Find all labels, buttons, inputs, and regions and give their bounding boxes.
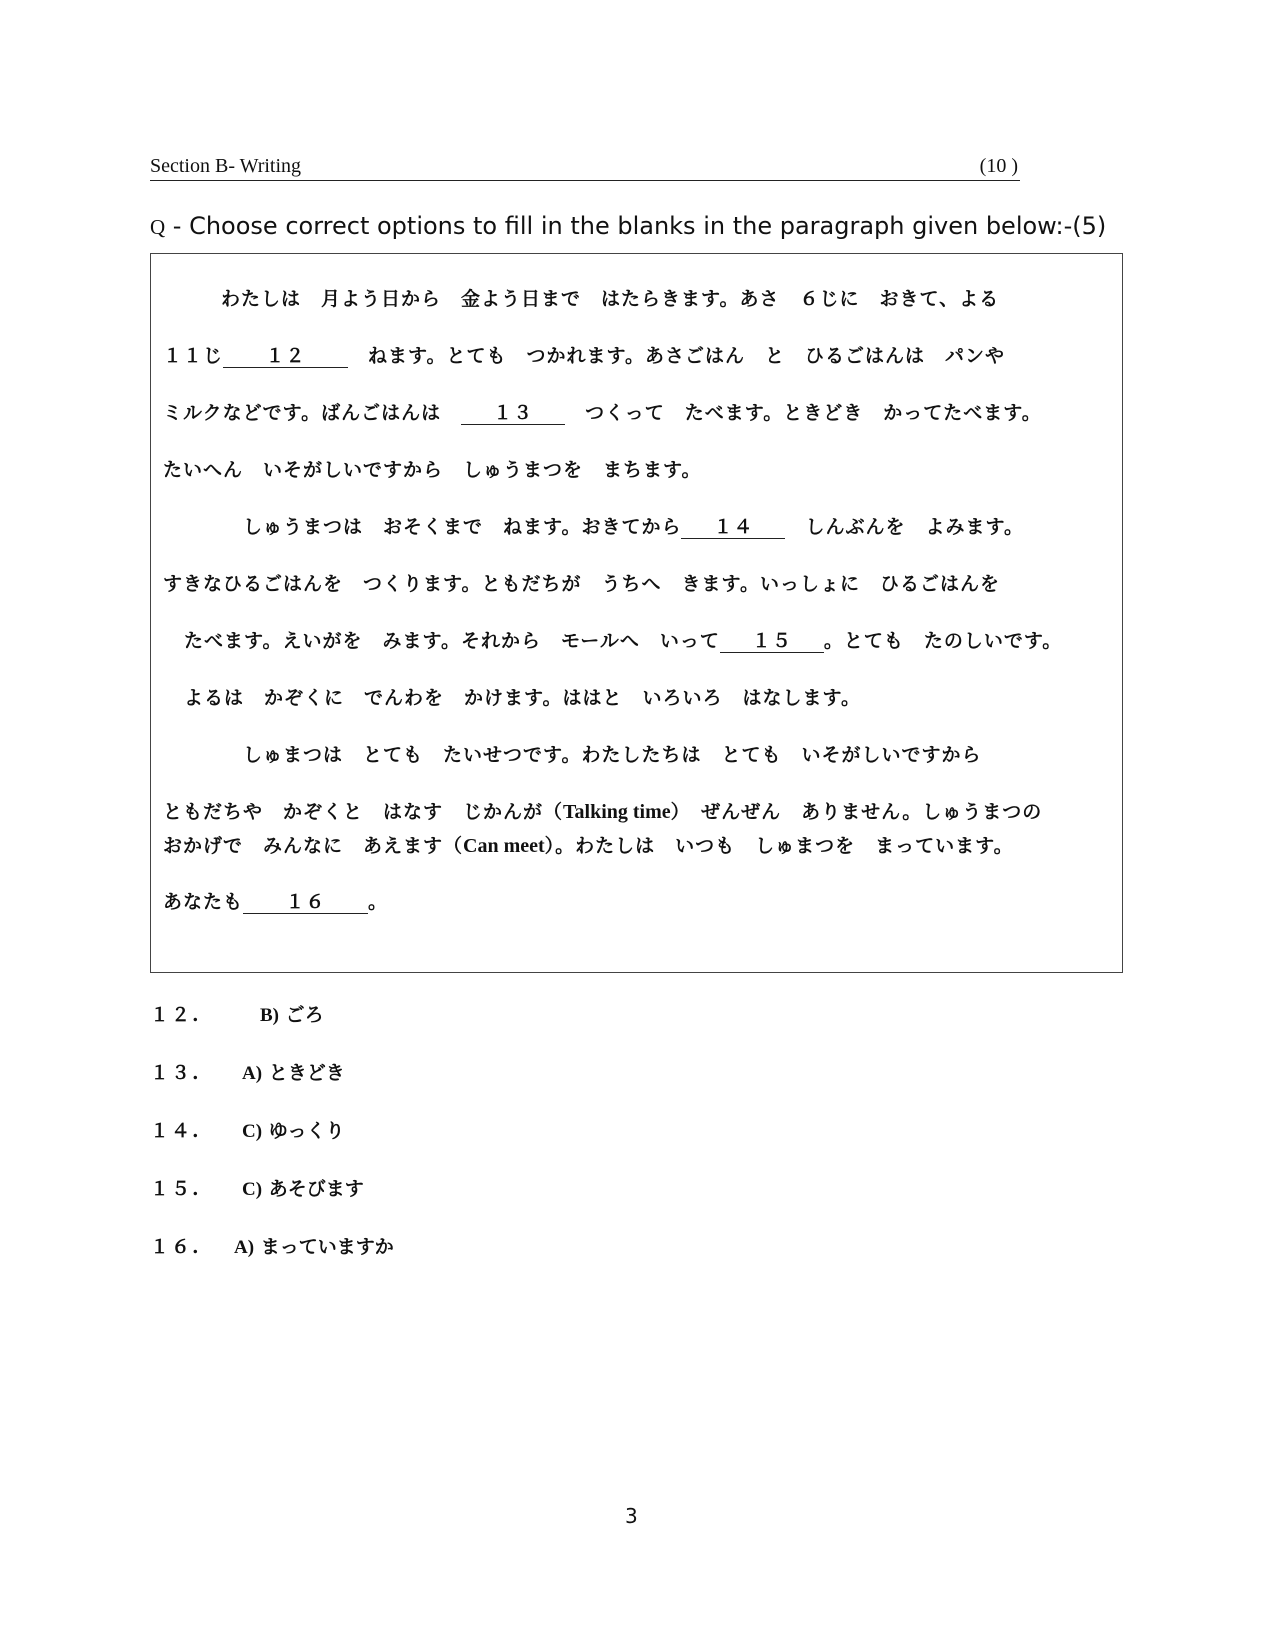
passage-line-10 [163,797,1042,824]
passage-line-3 [163,398,1042,425]
answer-text: あそびます [268,1178,364,1200]
passage-box [150,253,1123,973]
passage-line-12-start: あなたも [163,891,244,913]
answer-number: １４. [150,1120,201,1142]
passage-line-5-start: しゅうまつは おそくまで ねます。おきてから [243,516,682,538]
passage-line-11-end: ）。わたしは いつも しゅまつを まっています。 [544,835,1014,857]
answer-item [150,1000,324,1027]
answer-number: １５. [150,1178,201,1200]
answer-text: まっていますか [260,1236,394,1258]
answer-option: A) [234,1237,255,1258]
passage-line-1: わたしは 月よう日から 金よう日まで はたらきます。あさ ６じに おきて、よる [221,288,1000,310]
answer-item [150,1232,394,1259]
page-number: 3 [625,1504,638,1528]
passage-line-10-end: ） ぜんぜん ありません。しゅうまつの [670,801,1043,823]
passage-line-2-start: １１じ [163,345,224,367]
passage-line-10-start: ともだちや かぞくと はなす じかんが（ [163,801,564,823]
passage-line-2 [163,341,1005,368]
passage-line-11-latin: Can meet [463,835,545,857]
passage-line-4: たいへん いそがしいですから しゅうまつを まちます。 [163,459,702,481]
answer-item [150,1058,345,1085]
passage-line-2-end: ねます。とても つかれます。あさごはん と ひるごはんは パンや [348,345,1005,367]
passage-line-11-start: おかげで みんなに あえます（ [163,835,464,857]
passage-line-3-start: ミルクなどです。ばんごはんは [163,402,462,424]
blank-14: １４ [681,516,785,539]
answer-item [150,1116,345,1143]
blank-16: １６ [243,891,368,914]
answer-option: B) [260,1005,279,1026]
blank-12: １２ [223,345,348,368]
blank-13: １３ [461,402,565,425]
passage-line-8: よるは かぞくに でんわを かけます。ははと いろいろ はなします。 [184,687,861,709]
passage-line-11 [163,831,1014,858]
answer-text: ごろ [285,1004,324,1026]
passage-line-9: しゅまつは とても たいせつです。わたしたちは とても いそがしいですから [243,744,982,766]
passage-line-10-latin: Talking time [563,801,671,823]
answer-item [150,1174,364,1201]
passage-line-12-end: 。 [368,891,389,913]
passage-line-5-end: しんぶんを よみます。 [785,516,1024,538]
answer-number: １３. [150,1062,201,1084]
passage-line-7-end: 。とても たのしいです。 [823,630,1063,652]
question-label: Q [150,215,166,239]
answer-text: ときどき [268,1062,345,1084]
answer-text: ゆっくり [268,1120,345,1142]
answer-number: １２. [150,1004,201,1026]
section-title: Section B- Writing [150,155,302,177]
section-header [150,150,1020,181]
blank-15: １５ [720,630,824,653]
question-text: - Choose correct options to fill in the blanks in the paragraph given below:-(5) [165,212,1107,240]
passage-line-12 [163,887,388,914]
passage-line-7-start: たべます。えいがを みます。それから モールへ いって [184,630,720,652]
answer-number: １６. [150,1236,201,1258]
passage-line-7 [184,626,1062,653]
passage-line-3-end: つくって たべます。ときどき かってたべます。 [565,402,1042,424]
answer-option: C) [242,1121,263,1142]
passage-line-5 [243,512,1024,539]
question-prompt [150,212,1106,240]
answer-option: C) [242,1179,263,1200]
passage-line-6: すきなひるごはんを つくります。ともだちが うちへ きます。いっしょに ひるごはんを [163,573,1000,595]
section-marks: (10 ) [979,155,1018,177]
answer-option: A) [242,1063,263,1084]
